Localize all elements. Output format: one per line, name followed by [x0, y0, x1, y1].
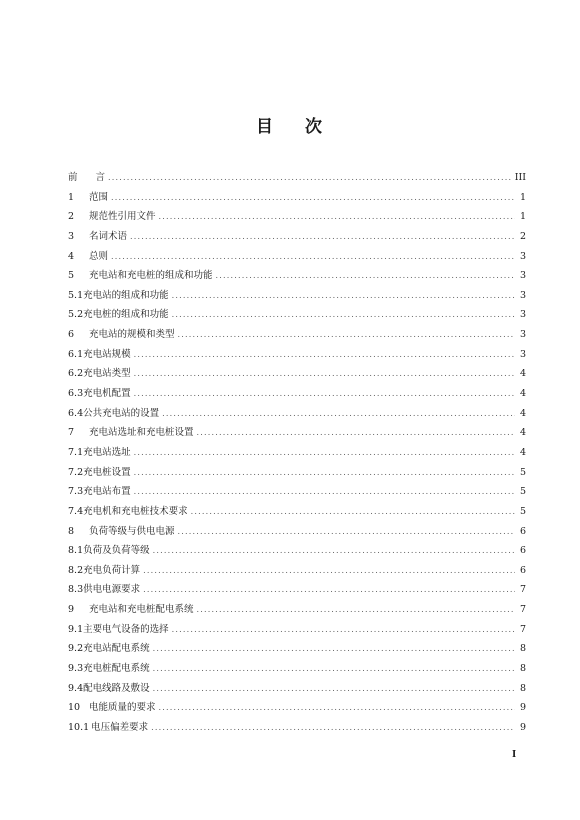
toc-entry-number: 6: [68, 329, 75, 341]
toc-leader-dots: [178, 325, 515, 345]
toc-entry-number: 6.2: [68, 368, 84, 380]
toc-leader-dots: [153, 541, 515, 561]
toc-entry[interactable]: [68, 325, 526, 345]
toc-leader-dots: [216, 266, 515, 286]
toc-entry-label: 充电站配电系统: [83, 643, 150, 655]
toc-entry[interactable]: [68, 659, 526, 679]
toc-entry-number: 8.3: [68, 584, 84, 596]
toc-entry-number: 7.2: [68, 466, 84, 478]
toc-entry-number: 7.1: [68, 446, 84, 458]
toc-entry-label: 范围: [89, 191, 109, 203]
toc-entry-page: 5: [519, 505, 526, 517]
toc-leader-dots: [162, 404, 515, 424]
toc-entry-number: 5.2: [68, 309, 84, 321]
toc-entry-number: 5.1: [68, 289, 84, 301]
toc-entry-label: 充电站选址: [83, 446, 131, 458]
toc-entry[interactable]: [68, 286, 526, 306]
toc-entry-label: 充电站选址和充电桩设置: [89, 427, 194, 439]
toc-entry-page: 5: [519, 486, 526, 498]
toc-entry-number: 1: [68, 191, 75, 203]
toc-entry[interactable]: [68, 600, 526, 620]
toc-leader-dots: [130, 227, 515, 247]
toc-entry-label: 充电桩配电系统: [83, 663, 150, 675]
toc-leader-dots: [134, 482, 515, 502]
page-number: I: [512, 750, 517, 760]
toc-leader-dots: [108, 168, 512, 188]
toc-entry-number: 10.1: [68, 721, 90, 733]
toc-entry-page: 8: [519, 682, 526, 694]
toc-entry[interactable]: [68, 463, 526, 483]
toc-leader-dots: [153, 679, 515, 699]
toc-entry[interactable]: [68, 227, 526, 247]
toc-entry-number: 3: [68, 230, 75, 242]
toc-entry-number: 7.4: [68, 505, 84, 517]
toc-entry[interactable]: [68, 482, 526, 502]
toc-leader-dots: [197, 600, 515, 620]
toc-entry-number: 4: [68, 250, 75, 262]
toc-entry-label: 充电桩设置: [83, 466, 131, 478]
toc-entry-label: 电能质量的要求: [89, 702, 156, 714]
toc-entry-page: 6: [519, 564, 526, 576]
toc-entry-label: 充电站类型: [83, 368, 131, 380]
toc-entry-page: 4: [519, 388, 526, 400]
toc-entry-label: 主要电气设备的选择: [83, 623, 169, 635]
toc-entry[interactable]: [68, 188, 526, 208]
toc-entry-page: 3: [519, 309, 526, 321]
toc-entry[interactable]: [68, 698, 526, 718]
toc-entry-label: 电压偏差要求: [91, 721, 149, 733]
toc-entry-label: 公共充电站的设置: [83, 407, 160, 419]
toc-entry-page: 3: [519, 250, 526, 262]
toc-entry[interactable]: [68, 502, 526, 522]
toc-entry-page: 3: [519, 289, 526, 301]
toc-entry[interactable]: [68, 404, 526, 424]
toc-entry-number: 9.4: [68, 682, 84, 694]
toc-leader-dots: [159, 207, 515, 227]
toc-entry-number: 8: [68, 525, 75, 537]
toc-entry[interactable]: [68, 364, 526, 384]
toc-entry-page: 1: [519, 191, 526, 203]
toc-entry-number: 7.3: [68, 486, 84, 498]
toc-entry-page: 2: [519, 230, 526, 242]
toc-entry[interactable]: [68, 620, 526, 640]
toc-entry-page: 4: [519, 407, 526, 419]
toc-entry-number: 6.4: [68, 407, 84, 419]
toc-entry-label: 充电桩的组成和功能: [83, 309, 169, 321]
toc-entry-number: 10: [68, 702, 81, 714]
page-title: 目 次: [256, 117, 324, 137]
toc-entry-page: 3: [519, 270, 526, 282]
toc-entry-page: 7: [519, 623, 526, 635]
toc-entry-label: 充电站和充电桩的组成和功能: [89, 270, 213, 282]
toc-entry-number: 2: [68, 211, 75, 223]
toc-entry-number: 5: [68, 270, 75, 282]
toc-leader-dots: [151, 718, 515, 738]
toc-entry-page: III: [514, 172, 526, 183]
toc-entry-label: 充电机和充电桩技术要求: [83, 505, 188, 517]
toc-entry-page: 6: [519, 525, 526, 537]
toc-leader-dots: [197, 423, 515, 443]
toc-entry-label: 规范性引用文件: [89, 211, 156, 223]
toc-leader-dots: [134, 364, 515, 384]
toc-entry-number: 6.3: [68, 388, 84, 400]
toc-entry[interactable]: [68, 580, 526, 600]
toc-entry-number: 9.3: [68, 663, 84, 675]
toc-entry[interactable]: [68, 718, 526, 738]
table-of-contents: [68, 168, 526, 738]
toc-entry-label: 配电线路及敷设: [83, 682, 150, 694]
toc-entry-page: 4: [519, 446, 526, 458]
toc-entry-number: 8.2: [68, 564, 84, 576]
toc-entry-label: 充电机配置: [83, 388, 131, 400]
toc-entry-page: 5: [519, 466, 526, 478]
toc-entry-number: 9.1: [68, 623, 84, 635]
toc-leader-dots: [134, 384, 515, 404]
toc-entry-label: 充电站规模: [83, 348, 131, 360]
toc-entry-label: 总则: [89, 250, 109, 262]
toc-entry-page: 6: [519, 545, 526, 557]
toc-entry-label: 充电站和充电桩配电系统: [89, 604, 194, 616]
toc-entry[interactable]: [68, 384, 526, 404]
toc-entry-label: 名词术语: [89, 230, 128, 242]
toc-entry[interactable]: [68, 443, 526, 463]
toc-entry-page: 9: [519, 721, 526, 733]
toc-leader-dots: [178, 522, 515, 542]
toc-entry[interactable]: [68, 639, 526, 659]
toc-entry-page: 1: [519, 211, 526, 223]
toc-entry-page: 9: [519, 702, 526, 714]
toc-entry-page: 8: [519, 663, 526, 675]
toc-entry-page: 4: [519, 427, 526, 439]
toc-leader-dots: [172, 620, 515, 640]
toc-entry-number: 7: [68, 427, 75, 439]
toc-leader-dots: [134, 443, 515, 463]
toc-entry[interactable]: [68, 305, 526, 325]
toc-entry-label: 负荷等级与供电电源: [89, 525, 175, 537]
toc-entry-label: 供电电源要求: [83, 584, 141, 596]
toc-entry-number: 6.1: [68, 348, 84, 360]
toc-entry-page: 3: [519, 329, 526, 341]
toc-entry-page: 4: [519, 368, 526, 380]
toc-entry-number: 前: [68, 172, 78, 183]
toc-entry[interactable]: [68, 345, 526, 365]
toc-entry-label: 充电站的组成和功能: [83, 289, 169, 301]
toc-entry-label: 负荷及负荷等级: [83, 545, 150, 557]
toc-entry-page: 8: [519, 643, 526, 655]
toc-leader-dots: [191, 502, 515, 522]
toc-entry[interactable]: [68, 561, 526, 581]
toc-entry[interactable]: [68, 247, 526, 267]
toc-entry[interactable]: [68, 522, 526, 542]
toc-leader-dots: [172, 286, 515, 306]
toc-leader-dots: [134, 345, 515, 365]
toc-leader-dots: [172, 305, 515, 325]
toc-entry-number: 9: [68, 604, 75, 616]
toc-entry[interactable]: [68, 168, 526, 188]
toc-leader-dots: [111, 188, 515, 208]
toc-leader-dots: [143, 580, 515, 600]
toc-leader-dots: [143, 561, 515, 581]
toc-entry[interactable]: [68, 266, 526, 286]
toc-entry-number: 9.2: [68, 643, 84, 655]
toc-entry[interactable]: [68, 207, 526, 227]
toc-entry[interactable]: [68, 679, 526, 699]
toc-leader-dots: [111, 247, 515, 267]
toc-leader-dots: [159, 698, 515, 718]
toc-leader-dots: [153, 639, 515, 659]
toc-entry[interactable]: [68, 541, 526, 561]
toc-entry-label: 充电站的规模和类型: [89, 329, 175, 341]
toc-entry-page: 3: [519, 348, 526, 360]
toc-entry-label: 充电负荷计算: [83, 564, 141, 576]
toc-entry-label: 充电站布置: [83, 486, 131, 498]
toc-entry-label: 言: [95, 172, 106, 183]
toc-leader-dots: [153, 659, 515, 679]
toc-entry-number: 8.1: [68, 545, 84, 557]
toc-entry-page: 7: [519, 604, 526, 616]
toc-entry[interactable]: [68, 423, 526, 443]
toc-leader-dots: [134, 463, 515, 483]
toc-entry-page: 7: [519, 584, 526, 596]
